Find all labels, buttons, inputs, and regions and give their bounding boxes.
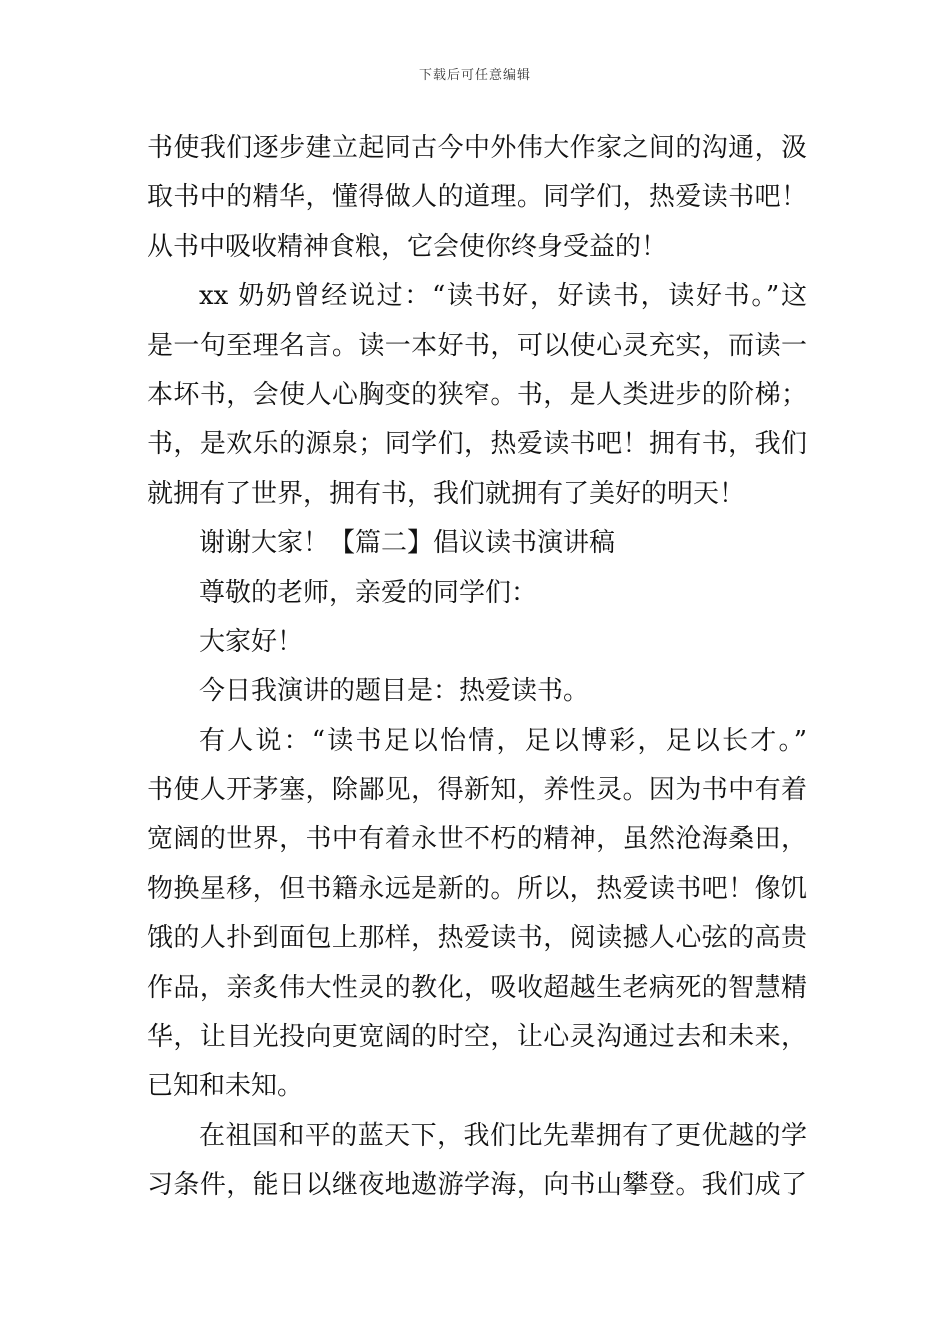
text-line: 已知和未知。: [147, 1071, 304, 1102]
text-line: 饿的人扑到面包上那样，热爱读书，阅读撼人心弦的高贵: [147, 923, 807, 954]
text-line: 本坏书，会使人心胸变的狭窄。书，是人类进步的阶梯；: [147, 379, 807, 410]
body-text: [147, 124, 807, 1211]
text-line: xx 奶奶曾经说过：“读书好，好读书，读好书。”这: [199, 281, 807, 312]
text-line: 大家好！: [199, 626, 304, 657]
text-line: 书使人开茅塞，除鄙见，得新知，养性灵。因为书中有着: [147, 775, 807, 806]
text-line: 从书中吸收精神食粮，它会使你终身受益的！: [147, 231, 668, 262]
text-line: 书，是欢乐的源泉；同学们，热爱读书吧！拥有书，我们: [147, 429, 807, 460]
text-line: 尊敬的老师，亲爱的同学们：: [199, 577, 538, 608]
header-note: 下载后可任意编辑: [418, 68, 531, 83]
text-line: 谢谢大家！【篇二】倡议读书演讲稿: [199, 528, 616, 559]
text-line: 华，让目光投向更宽阔的时空，让心灵沟通过去和未来，: [147, 1022, 807, 1053]
text-line: 今日我演讲的题目是：热爱读书。: [199, 676, 590, 707]
text-line: 就拥有了世界，拥有书，我们就拥有了美好的明天！: [147, 478, 746, 509]
text-line: 作品，亲炙伟大性灵的教化，吸收超越生老病死的智慧精: [147, 972, 807, 1003]
text-line: 取书中的精华，懂得做人的道理。同学们，热爱读书吧！: [147, 182, 807, 213]
text-line: 有人说：“读书足以怡情，足以博彩，足以长才。”: [199, 725, 807, 756]
text-line: 宽阔的世界，书中有着永世不朽的精神，虽然沧海桑田，: [147, 824, 807, 855]
text-line: 在祖国和平的蓝天下，我们比先辈拥有了更优越的学: [199, 1120, 807, 1151]
text-line: 书使我们逐步建立起同古今中外伟大作家之间的沟通，汲: [147, 133, 807, 163]
text-line: 习条件，能日以继夜地遨游学海，向书山攀登。我们成了: [147, 1170, 807, 1201]
text-line: 是一句至理名言。读一本好书，可以使心灵充实，而读一: [147, 330, 807, 361]
text-line: 物换星移，但书籍永远是新的。所以，热爱读书吧！像饥: [147, 873, 807, 904]
